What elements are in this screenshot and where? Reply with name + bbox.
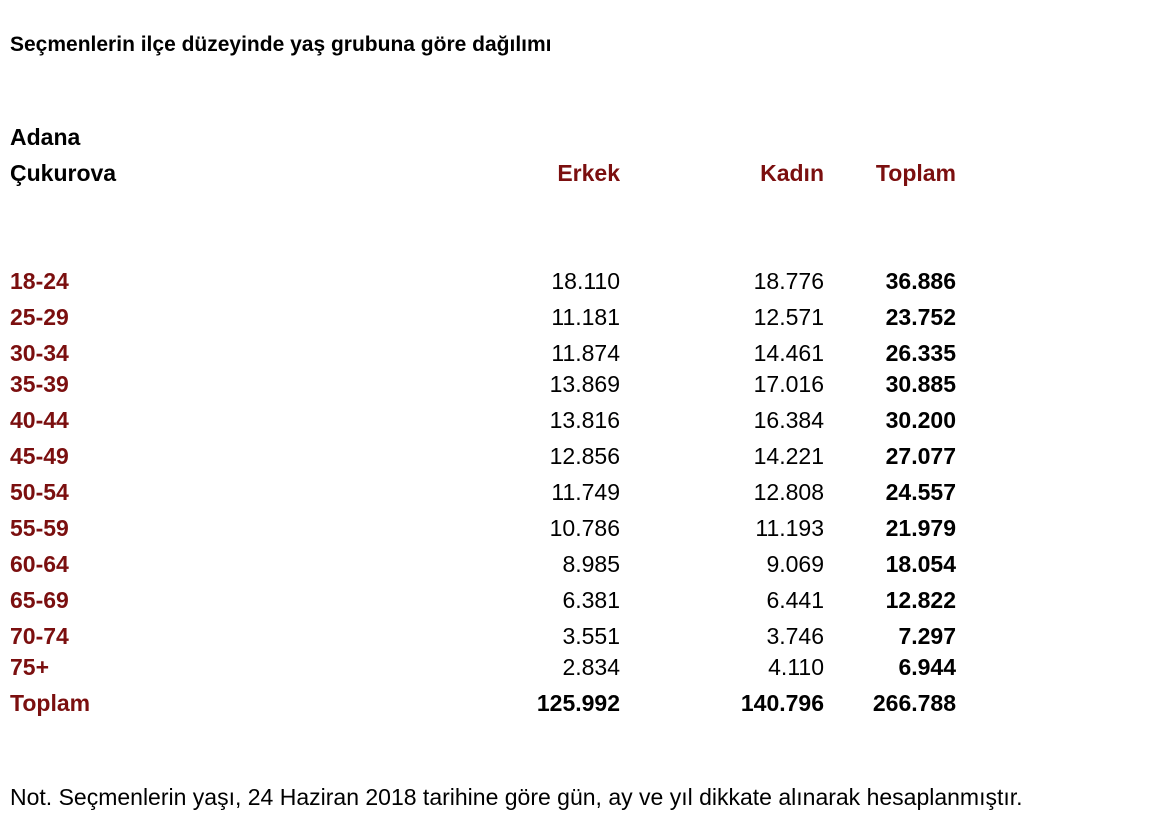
kadin-value: 14.221 [753,443,824,469]
erkek-value: 6.381 [562,587,620,613]
table-row [0,623,1000,653]
erkek-value: 3.551 [562,623,620,649]
age-group-label: 35-39 [10,371,69,397]
kadin-value: 3.746 [766,623,824,649]
kadin-value: 11.193 [755,515,824,541]
kadin-value: 16.384 [753,407,824,433]
kadin-value: 12.571 [753,304,824,330]
erkek-value: 12.856 [549,443,620,469]
table-row [0,371,1000,401]
age-group-label: 50-54 [10,479,69,505]
table-row [0,479,1000,509]
age-group-label: 40-44 [10,407,69,433]
district-label: Çukurova [10,160,117,186]
kadin-value: 9.069 [766,551,824,577]
table-row [0,340,1000,370]
age-group-label: 18-24 [10,268,69,294]
age-group-label: 75+ [10,654,50,680]
age-group-label: 60-64 [10,551,69,577]
table-row [0,304,1000,334]
kadin-value: 14.461 [753,340,824,366]
table-row [0,407,1000,437]
toplam-value: 36.886 [885,268,956,294]
age-group-label: 25-29 [10,304,69,330]
toplam-value: 24.557 [885,479,956,505]
toplam-value: 18.054 [885,551,956,577]
kadin-value: 12.808 [753,479,824,505]
table-row [0,268,1000,298]
column-header-kadin: Kadın [760,160,824,186]
column-header-toplam: Toplam [875,160,956,186]
age-group-label: 65-69 [10,587,69,613]
erkek-value: 13.869 [549,371,620,397]
erkek-value: 11.874 [551,340,620,366]
toplam-value: 12.822 [885,587,956,613]
toplam-value: 30.885 [885,371,956,397]
toplam-value: 21.979 [885,515,956,541]
erkek-value: 13.816 [549,407,620,433]
age-group-label: 55-59 [10,515,69,541]
toplam-value: 26.335 [885,340,956,366]
erkek-total-value: 125.992 [536,690,620,716]
column-header-erkek: Erkek [557,160,620,186]
kadin-value: 17.016 [753,371,824,397]
total-row [0,690,1000,720]
table-row [0,551,1000,581]
age-group-label: 45-49 [10,443,69,469]
toplam-value: 27.077 [885,443,956,469]
total-label: Toplam [10,690,91,716]
kadin-value: 6.441 [766,587,824,613]
toplam-value: 7.297 [898,623,956,649]
kadin-value: 18.776 [753,268,824,294]
footnote: Not. Seçmenlerin yaşı, 24 Haziran 2018 tarihine göre gün, ay ve yıl dikkate alınarak hesaplanmıştır. [10,784,1023,810]
kadin-total-value: 140.796 [740,690,824,716]
erkek-value: 11.749 [551,479,620,505]
erkek-value: 18.110 [551,268,620,294]
toplam-value: 30.200 [885,407,956,433]
toplam-value: 23.752 [885,304,956,330]
toplam-total-value: 266.788 [872,690,956,716]
table-row [0,515,1000,545]
erkek-value: 8.985 [562,551,620,577]
kadin-value: 4.110 [768,654,824,680]
age-group-label: 30-34 [10,340,69,366]
erkek-value: 2.834 [562,654,620,680]
toplam-value: 6.944 [898,654,956,680]
table-row [0,587,1000,617]
erkek-value: 11.181 [551,304,620,330]
erkek-value: 10.786 [549,515,620,541]
table-row [0,654,1000,684]
province-label: Adana [10,124,81,150]
table-row [0,443,1000,473]
age-group-label: 70-74 [10,623,69,649]
page-title: Seçmenlerin ilçe düzeyinde yaş grubuna göre dağılımı [10,33,552,56]
